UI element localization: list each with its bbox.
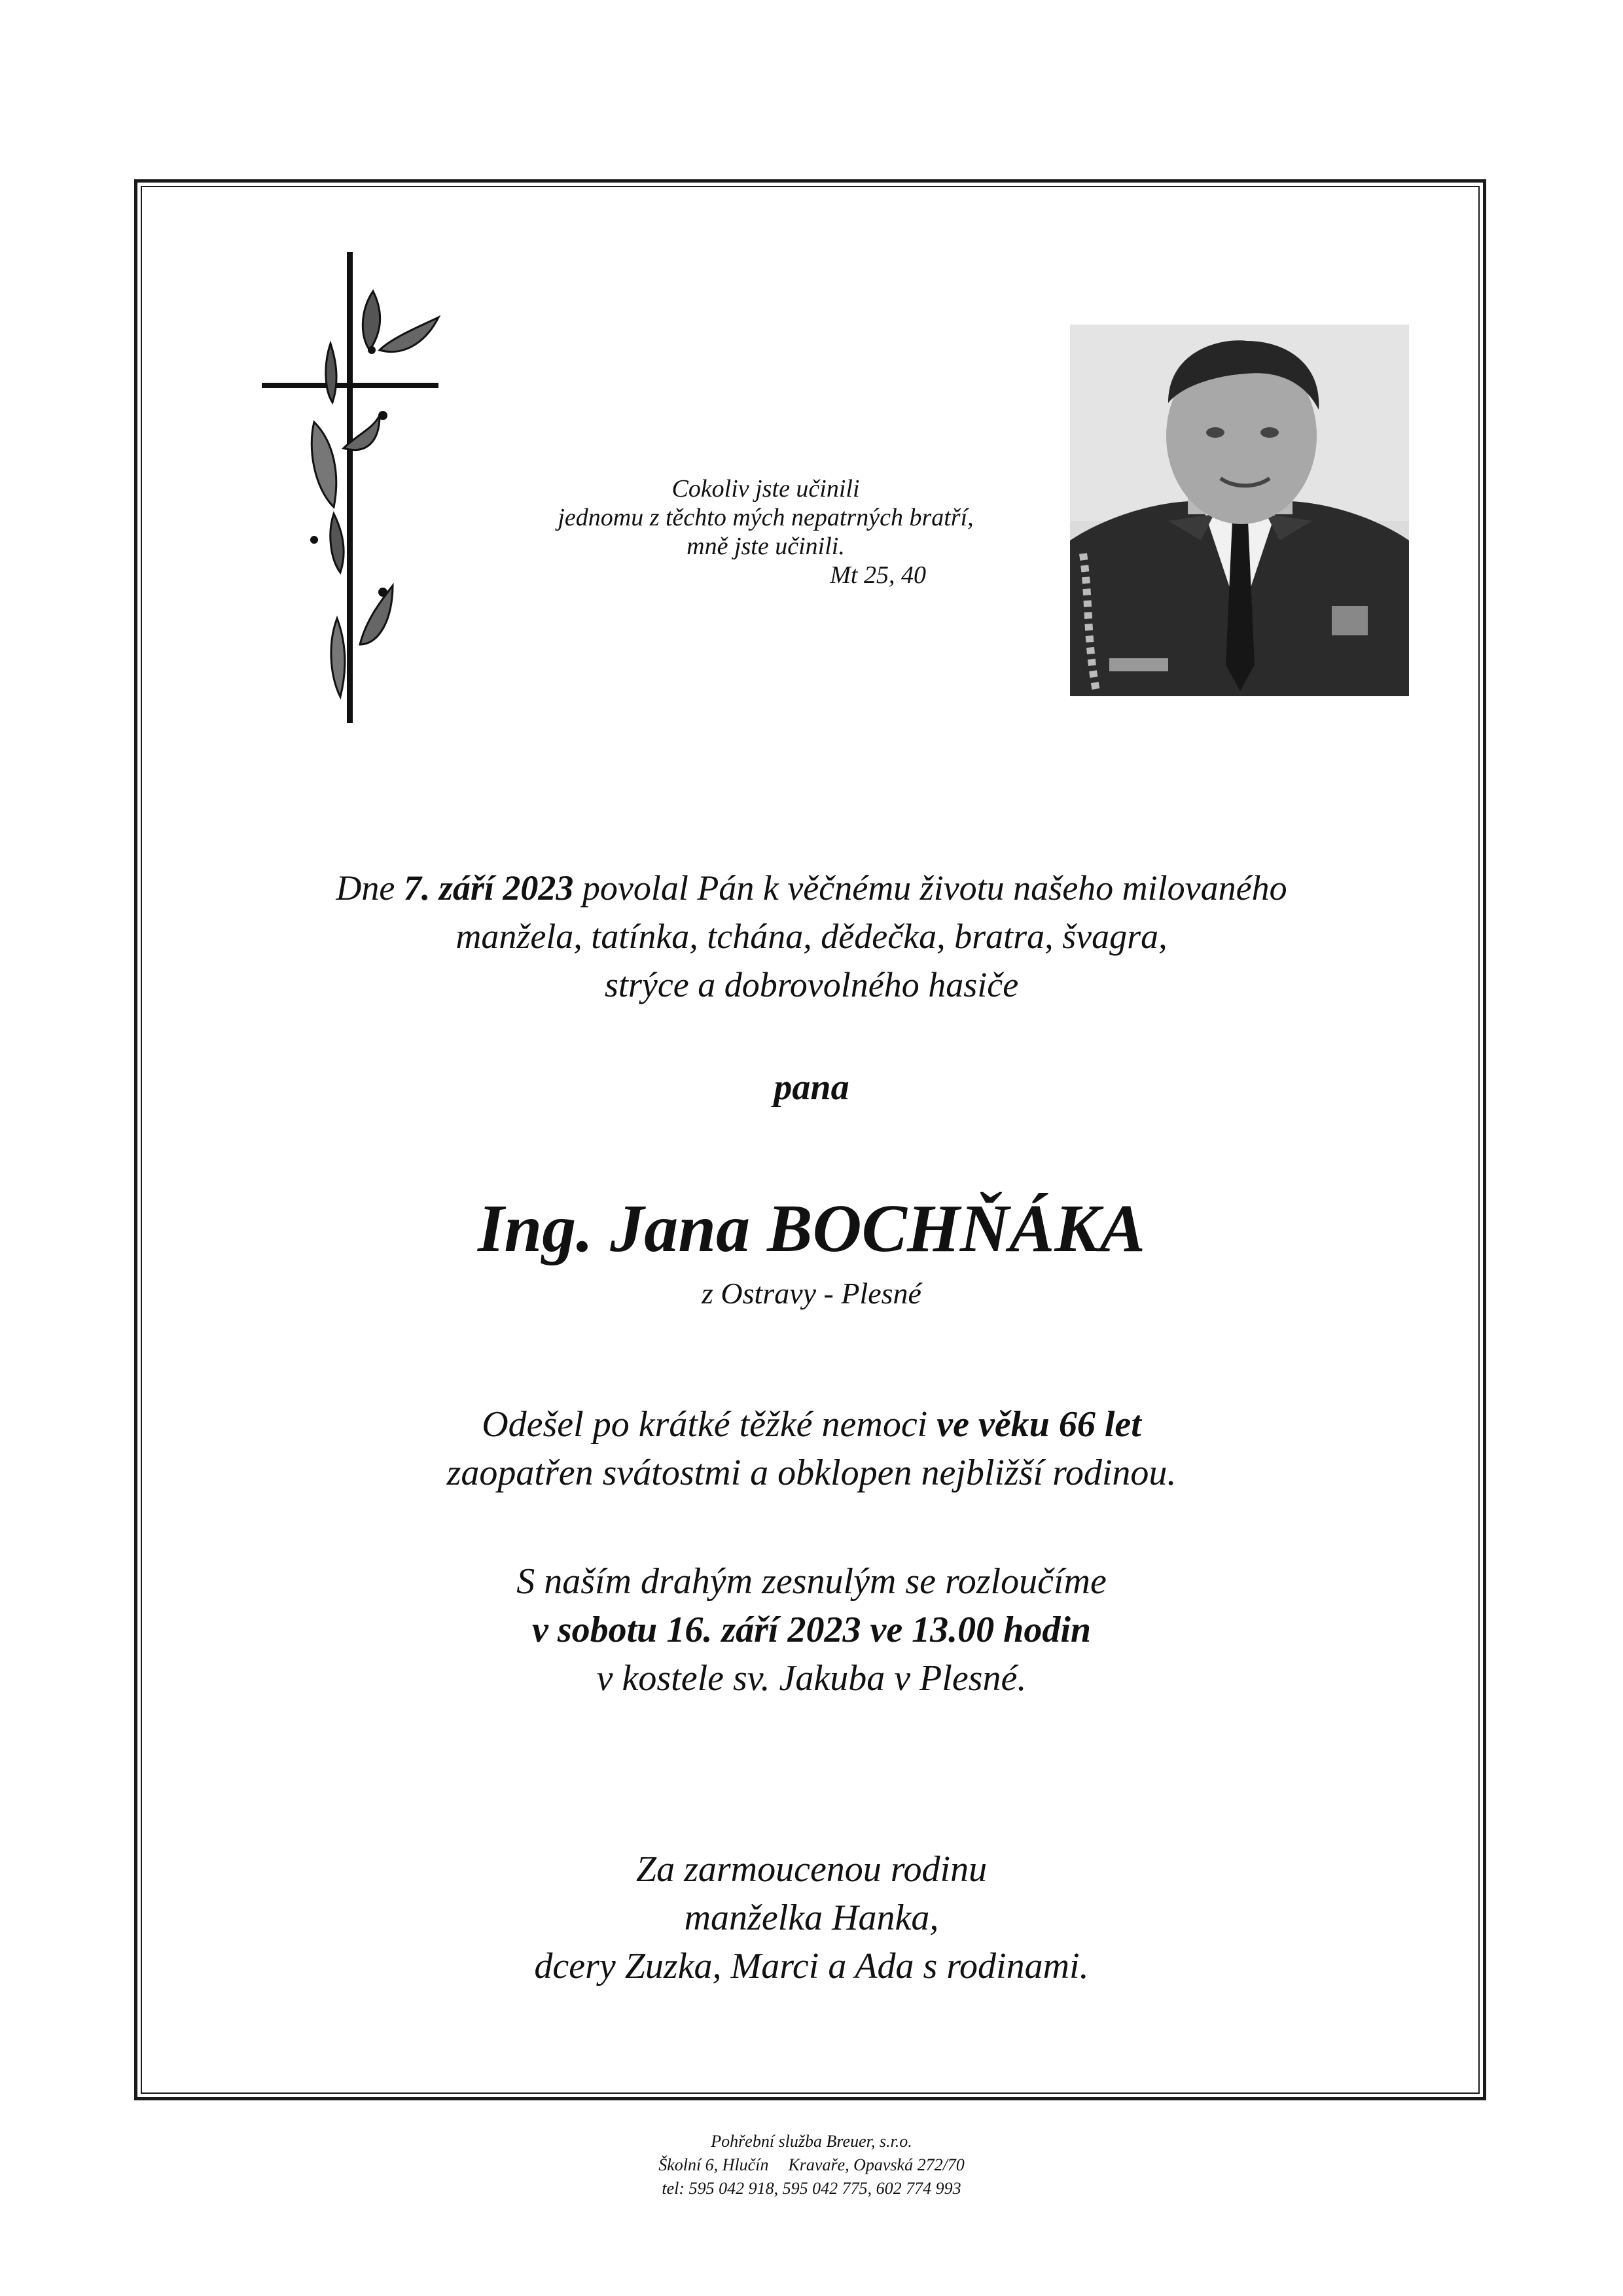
death-details-line-1-pre: Odešel po krátké těžké nemoci [482,1404,937,1445]
deceased-name: Ing. Jana BOCHŇÁKA [477,1191,1146,1266]
death-announcement [183,864,1440,1009]
announcement-line-1 [183,864,1440,912]
deceased-origin: z Ostravy - Plesné [702,1277,921,1310]
death-age: ve věku 66 let [936,1404,1141,1445]
death-details-line-1 [183,1400,1440,1449]
footer-company: Pohřební služba Breuer, s.r.o. [711,2132,912,2151]
funeral-line-1: S naším drahým zesnulým se rozloučíme [516,1561,1107,1602]
announcement-line-1-pre: Dne [336,868,404,908]
footer-addresses [484,2153,1139,2177]
verse-line-1: Cokoliv jste učinili [671,475,860,503]
verse-line-2: jednomu z těchto mých nepatrných bratří, [558,504,974,531]
footer-address-2: Kravaře, Opavská 272/70 [788,2155,965,2174]
death-details-line-2: zaopatřen svátostmi a obklopen nejbližší rodinou. [446,1453,1177,1493]
announcement-line-3: strýce a dobrovolného hasiče [604,965,1019,1004]
verse-line-3: mně jste učinili. [687,533,845,560]
funeral-date-time: v sobotu 16. září 2023 ve 13.00 hodin [531,1610,1092,1650]
funeral-location: v kostele sv. Jakuba v Plesné. [596,1658,1027,1699]
deceased-portrait-photo [1070,325,1409,696]
footer-phones: tel: 595 042 918, 595 042 775, 602 774 993 [662,2179,961,2198]
verse-reference: Mt 25, 40 [830,561,926,589]
announcement-date: 7. září 2023 [403,868,574,908]
announcement-line-2: manžela, tatínka, tchána, dědečka, bratra, švagra, [455,917,1168,956]
funeral-service-footer [484,2130,1139,2200]
bible-verse [497,474,1034,590]
signature-line-2: manželka Hanka, [684,1898,939,1938]
cross-with-leaves-icon [262,252,458,723]
honorific: pana [774,1067,849,1108]
portrait-figure-icon [1070,325,1409,696]
footer-address-1: Školní 6, Hlučín [658,2155,769,2174]
funeral-details [183,1557,1440,1703]
family-signature [183,1845,1440,1990]
death-details [183,1400,1440,1497]
announcement-line-1-post: povolal Pán k věčnému životu našeho milovaného [573,868,1287,908]
signature-line-3: dcery Zuzka, Marci a Ada s rodinami. [534,1946,1089,1987]
signature-line-1: Za zarmoucenou rodinu [635,1849,988,1890]
